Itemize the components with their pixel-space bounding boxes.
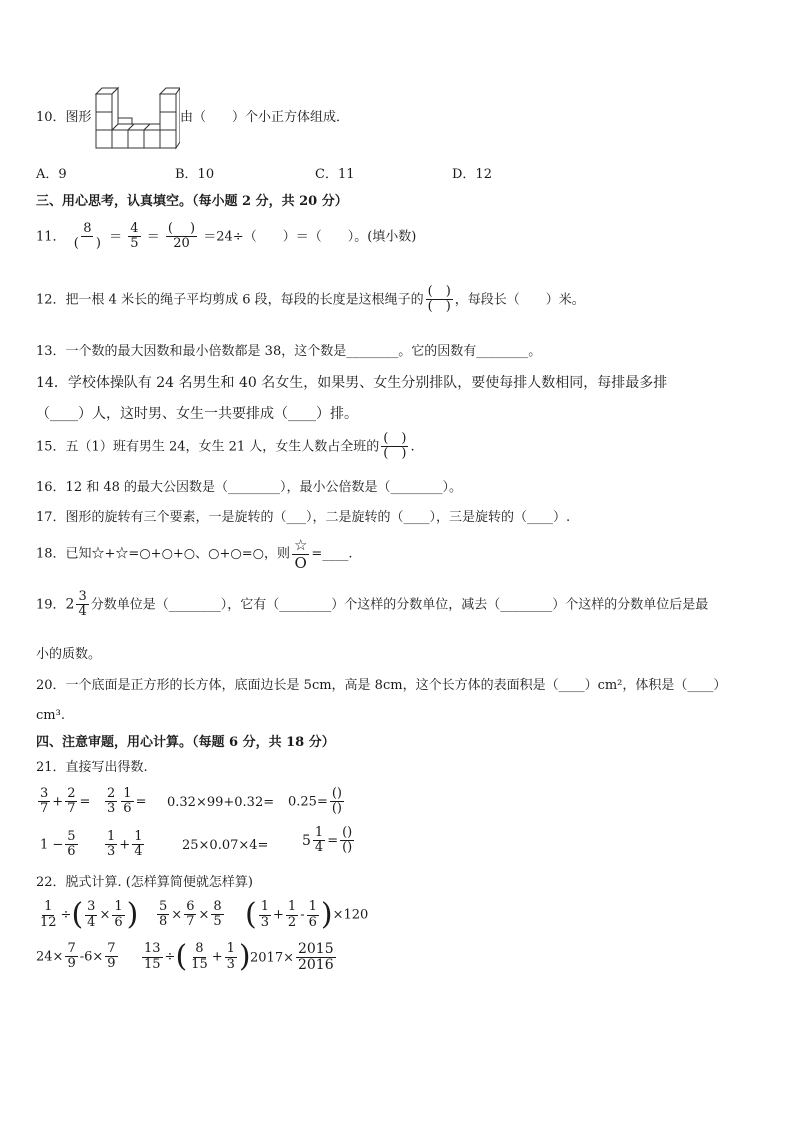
q12-line: 12．把一根 4 米长的绳子平均剪成 6 段，每段的长度是这根绳子的 $\frac{( )}{( )}$ ，每段长（ ）米。 xyxy=(36,284,585,315)
section-3-heading: 三、用心思考，认真填空。（每小题 2 分，共 20 分） xyxy=(36,194,348,209)
q10-text: 由（ ）个小正方体组成． xyxy=(180,110,350,125)
q21-title: 21．直接写出得数. xyxy=(36,760,148,775)
q13-line: 13．一个数的最大因数和最小倍数都是 38，这个数是________。它的因数有________。 xyxy=(36,344,542,359)
q22-expr-2: $\frac{5}{8}$ × $\frac{6}{7}$ × $\frac{8}{5}$ xyxy=(159,899,222,930)
q19-line-1: 19．2 $\frac{3}{4}$ 分数单位是（________），它有（________）个这样的分数单位，减去（________）个这样的分数单位后是最 xyxy=(36,589,709,620)
q22-expr-6: 2017× $\frac{2015}{2016}$ xyxy=(250,941,334,974)
q22-expr-5: $\frac{13}{15}$ ÷( $\frac{8}{15}$ + $\frac{1}{3}$ ) xyxy=(144,939,251,974)
q10-number: 10．图形 xyxy=(36,110,92,125)
q10-option-b: B．10 xyxy=(175,167,215,182)
q21-expr-6: $\frac{1}{3}$ + $\frac{1}{4}$ xyxy=(107,829,143,860)
cube-figure xyxy=(94,82,180,152)
q19-fraction: $\frac{3}{4}$ xyxy=(78,589,87,620)
q11-line: 11． $\frac{8}{( )}$ ＝ $\frac{4}{5}$ ＝ $\frac{( )}{20}$ ＝24÷（ ）＝（ ）。(填小数) xyxy=(36,221,417,252)
q21-expr-3: 0.32×99+0.32= xyxy=(167,795,275,810)
q21-expr-4: 0.25= $\frac{()}{()}$ xyxy=(288,786,342,817)
q19-line-2: 小的质数。 xyxy=(36,647,102,662)
q10-option-d: D．12 xyxy=(452,167,492,182)
q21-expr-1: $\frac{3}{7}$ + $\frac{2}{7}$ = xyxy=(40,786,91,817)
q18-line: 18．已知☆+☆=○+○+○、○+○=○，则 $\frac{☆}{O}$ =____. xyxy=(36,536,353,572)
q22-expr-1: $\frac{1}{12}$ ÷( $\frac{3}{4}$ × $\frac{1}{6}$ ) xyxy=(40,897,139,932)
q10-option-c: C．11 xyxy=(315,167,355,182)
q11-fraction-3: $\frac{( )}{20}$ xyxy=(167,221,196,252)
q12-fraction: $\frac{( )}{( )}$ xyxy=(427,284,451,315)
q20-line-2: cm³. xyxy=(36,708,65,723)
q21-expr-8: 5 $\frac{1}{4}$ = $\frac{()}{()}$ xyxy=(302,825,353,856)
q15-fraction: $\frac{( )}{( )}$ xyxy=(383,431,407,462)
q14-line-1: 14．学校体操队有 24 名男生和 40 名女生，如果男、女生分别排队，要使每排人数相同，每排最多排 xyxy=(36,375,668,391)
q21-expr-5: 1 − $\frac{5}{6}$ xyxy=(40,829,76,860)
q16-line: 16．12 和 48 的最大公因数是（________），最小公倍数是（________）。 xyxy=(36,480,463,495)
q10-option-a: A．9 xyxy=(36,167,67,182)
q17-line: 17．图形的旋转有三个要素，一是旋转的（___），二是旋转的（____），三是旋转的（____）. xyxy=(36,510,571,525)
q21-expr-2: $\frac{2}{3}$ $\frac{1}{6}$ = xyxy=(107,786,147,817)
q22-title: 22．脱式计算. (怎样算简便就怎样算) xyxy=(36,875,253,890)
q11-fraction-1: $\frac{8}{( )}$ xyxy=(73,221,101,252)
q21-expr-7: 25×0.07×4= xyxy=(182,838,269,853)
q10-line xyxy=(36,110,92,126)
section-4-heading: 四、注意审题，用心计算。（每题 6 分，共 18 分） xyxy=(36,735,335,750)
q20-line-1: 20．一个底面是正方形的长方体，底面边长是 5cm，高是 8cm，这个长方体的表面积是（____）cm²，体积是（____） xyxy=(36,678,727,693)
q14-line-2: （____）人，这时男、女生一共要排成（____）排。 xyxy=(36,406,358,422)
q11-fraction-2: $\frac{4}{5}$ xyxy=(130,221,139,252)
q18-fraction: $\frac{☆}{O}$ xyxy=(293,536,308,572)
q22-expr-4: 24× $\frac{7}{9}$ -6× $\frac{7}{9}$ xyxy=(36,941,116,972)
q15-line: 15．五（1）班有男生 24，女生 21 人，女生人数占全班的 $\frac{( )}{( )}$ . xyxy=(36,431,415,462)
q22-expr-3: ( $\frac{1}{3}$ + $\frac{1}{2}$ - $\frac{1}{6}$ )×120 xyxy=(245,897,369,932)
